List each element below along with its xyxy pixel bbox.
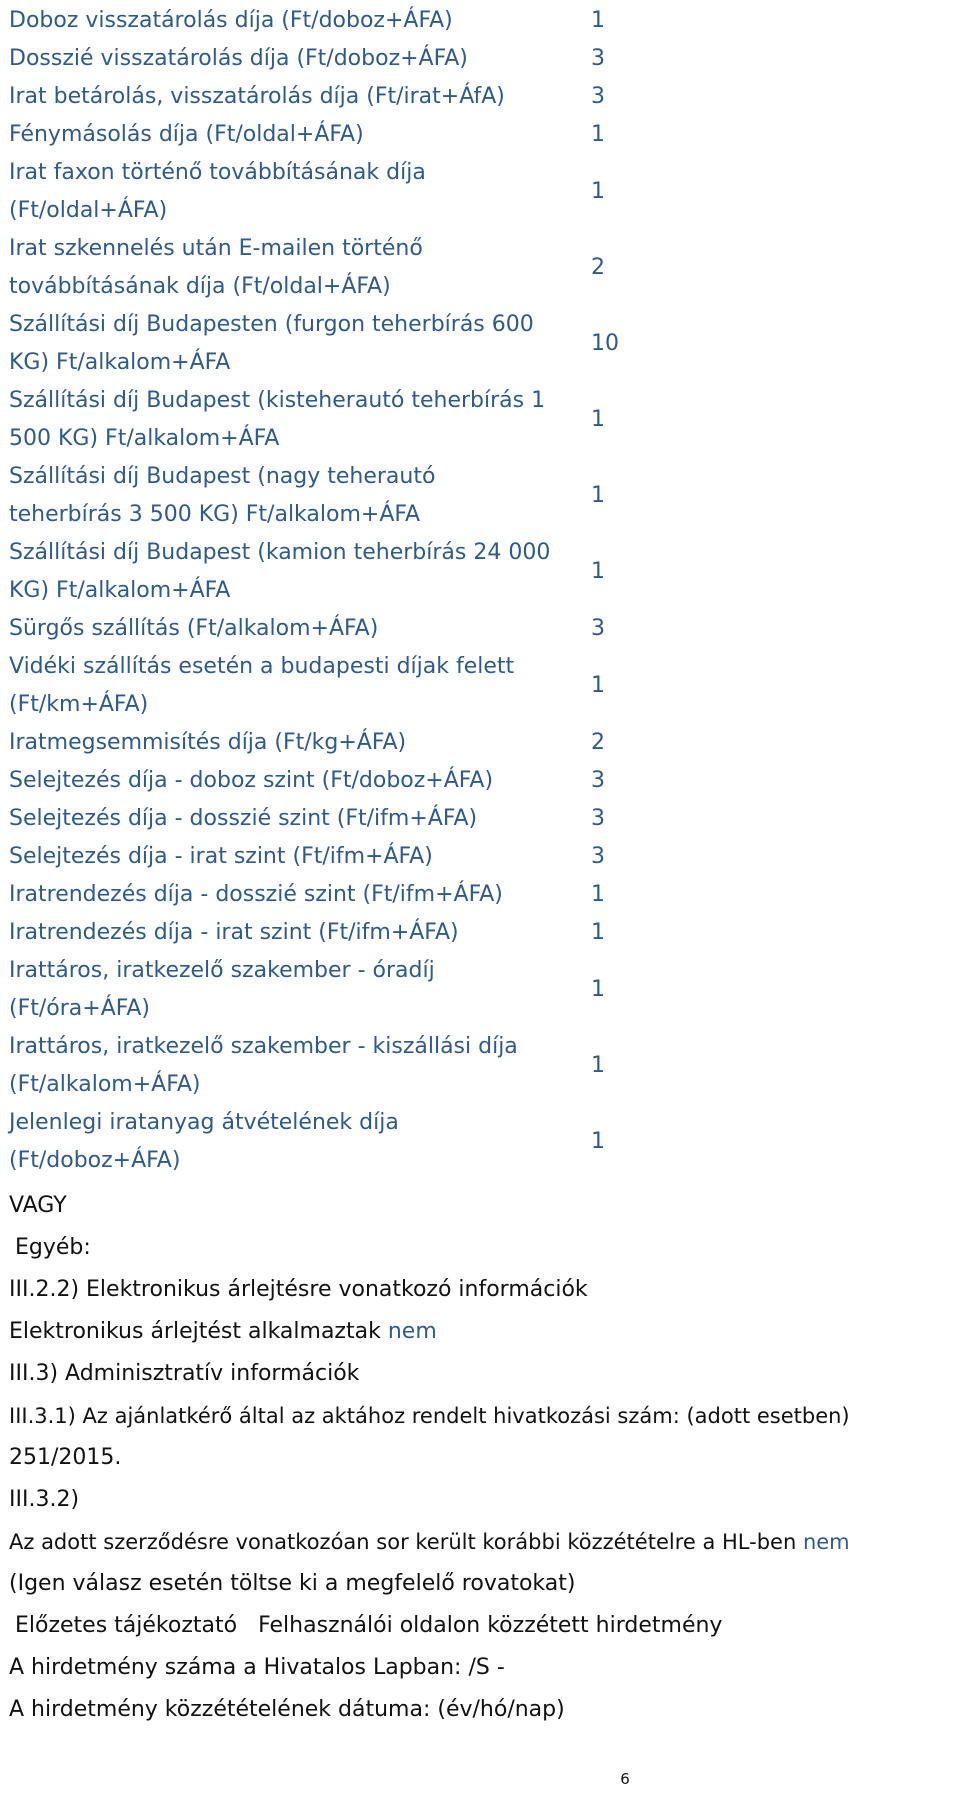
row-value: 1	[591, 882, 605, 907]
table-row	[9, 2, 629, 40]
table-row	[9, 40, 629, 78]
table-row	[9, 154, 629, 230]
row-label	[9, 230, 591, 306]
row-label	[9, 1028, 591, 1104]
admin-heading: III.3) Adminisztratív információk	[9, 1361, 360, 1386]
row-label	[9, 306, 591, 382]
row-label: Iratrendezés díja - dosszié szint (Ft/ifm+ÁFA)	[9, 882, 503, 907]
prior-publication-options: Előzetes tájékoztató Felhasználói oldalon közzétett hirdetmény	[15, 1613, 723, 1638]
price-table	[9, 2, 629, 1180]
table-row	[9, 952, 629, 1028]
row-label: Selejtezés díja - doboz szint (Ft/doboz+ÁFA)	[9, 768, 494, 793]
row-label-line: (Ft/alkalom+ÁFA)	[9, 1072, 201, 1097]
row-value: 1	[591, 8, 605, 33]
section-332-heading: III.3.2)	[9, 1487, 80, 1512]
row-label: Doboz visszatárolás díja (Ft/doboz+ÁFA)	[9, 8, 453, 33]
table-row	[9, 838, 629, 876]
row-label-line: 500 KG) Ft/alkalom+ÁFA	[9, 426, 280, 451]
row-label-line: Irattáros, iratkezelő szakember - óradíj	[9, 958, 435, 983]
row-value: 1	[591, 407, 605, 432]
row-label-line: Szállítási díj Budapest (nagy teherautó	[9, 464, 436, 489]
row-label-line: KG) Ft/alkalom+ÁFA	[9, 578, 231, 603]
prior-publication-line	[9, 1521, 959, 1563]
e-auction-line	[9, 1311, 959, 1353]
table-row	[9, 230, 629, 306]
notice-number: A hirdetmény száma a Hivatalos Lapban: /S -	[9, 1655, 505, 1680]
row-label-line: Szállítási díj Budapesten (furgon teherbírás 600	[9, 312, 534, 337]
row-label-line: teherbírás 3 500 KG) Ft/alkalom+ÁFA	[9, 502, 421, 527]
section-info	[9, 1185, 959, 1731]
row-label-line: KG) Ft/alkalom+ÁFA	[9, 350, 231, 375]
table-row	[9, 648, 629, 724]
row-label-line: Irattáros, iratkezelő szakember - kiszállási díja	[9, 1034, 518, 1059]
row-label	[9, 154, 591, 230]
row-label-line: Irat faxon történő továbbításának díja	[9, 160, 426, 185]
e-auction-value: nem	[387, 1319, 437, 1344]
row-value: 3	[591, 616, 605, 641]
row-label	[9, 382, 591, 458]
e-auction-heading: III.2.2) Elektronikus árlejtésre vonatkozó információk	[9, 1277, 588, 1302]
row-value: 2	[591, 255, 605, 280]
table-row	[9, 876, 629, 914]
table-row	[9, 1028, 629, 1104]
row-label: Selejtezés díja - irat szint (Ft/ifm+ÁFA)	[9, 844, 433, 869]
table-row	[9, 458, 629, 534]
table-row	[9, 78, 629, 116]
row-label: Selejtezés díja - dosszié szint (Ft/ifm+ÁFA)	[9, 806, 478, 831]
row-label-line: Szállítási díj Budapest (kamion teherbírás 24 000	[9, 540, 551, 565]
row-label	[9, 648, 591, 724]
row-value: 1	[591, 920, 605, 945]
row-value: 3	[591, 84, 605, 109]
row-label	[9, 534, 591, 610]
row-value: 3	[591, 46, 605, 71]
row-label	[9, 1104, 591, 1180]
row-label: Sürgős szállítás (Ft/alkalom+ÁFA)	[9, 616, 379, 641]
table-row	[9, 306, 629, 382]
table-row	[9, 724, 629, 762]
row-value: 1	[591, 977, 605, 1002]
row-value: 3	[591, 806, 605, 831]
row-value: 1	[591, 122, 605, 147]
notice-date: A hirdetmény közzétételének dátuma: (év/hó/nap)	[9, 1697, 565, 1722]
row-label	[9, 458, 591, 534]
table-row	[9, 534, 629, 610]
row-label-line: (Ft/doboz+ÁFA)	[9, 1148, 181, 1173]
row-value: 1	[591, 483, 605, 508]
row-value: 3	[591, 768, 605, 793]
table-row	[9, 800, 629, 838]
row-label-line: (Ft/óra+ÁFA)	[9, 996, 151, 1021]
row-label-line: Jelenlegi iratanyag átvételének díja	[9, 1110, 399, 1135]
table-row	[9, 914, 629, 952]
row-label	[9, 952, 591, 1028]
row-value: 1	[591, 179, 605, 204]
row-value: 2	[591, 730, 605, 755]
prior-publication-note: (Igen válasz esetén töltse ki a megfelelő rovatokat)	[9, 1571, 576, 1596]
row-value: 3	[591, 844, 605, 869]
row-label-line: Irat szkennelés után E-mailen történő	[9, 236, 423, 261]
row-value: 10	[591, 331, 619, 356]
page-number: 6	[620, 1770, 630, 1788]
table-row	[9, 610, 629, 648]
row-label: Iratrendezés díja - irat szint (Ft/ifm+ÁFA)	[9, 920, 459, 945]
reference-heading: III.3.1) Az ajánlatkérő által az aktához rendelt hivatkozási szám: (adott esetben)	[9, 1404, 850, 1428]
row-value: 1	[591, 1129, 605, 1154]
e-auction-text: Elektronikus árlejtést alkalmaztak	[9, 1319, 381, 1344]
row-label: Irat betárolás, visszatárolás díja (Ft/irat+ÁfA)	[9, 84, 505, 109]
row-label-line: továbbításának díja (Ft/oldal+ÁFA)	[9, 274, 391, 299]
table-row	[9, 1104, 629, 1180]
vagy-label: VAGY	[9, 1193, 67, 1218]
prior-publication-value: nem	[802, 1530, 850, 1554]
prior-publication-text: Az adott szerződésre vonatkozóan sor került korábbi közzétételre a HL-ben	[9, 1530, 797, 1554]
table-row	[9, 382, 629, 458]
row-value: 1	[591, 673, 605, 698]
row-label-line: (Ft/km+ÁFA)	[9, 692, 149, 717]
row-label-line: Vidéki szállítás esetén a budapesti díjak felett	[9, 654, 515, 679]
table-row	[9, 116, 629, 154]
row-value: 1	[591, 1053, 605, 1078]
table-row	[9, 762, 629, 800]
reference-value: 251/2015.	[9, 1445, 122, 1470]
row-label-line: Szállítási díj Budapest (kisteherautó teherbírás 1	[9, 388, 546, 413]
row-label: Fénymásolás díja (Ft/oldal+ÁFA)	[9, 122, 364, 147]
row-label: Iratmegsemmisítés díja (Ft/kg+ÁFA)	[9, 730, 407, 755]
egyeb-label: Egyéb:	[15, 1235, 91, 1260]
row-value: 1	[591, 559, 605, 584]
row-label: Dosszié visszatárolás díja (Ft/doboz+ÁFA)	[9, 46, 468, 71]
row-label-line: (Ft/oldal+ÁFA)	[9, 198, 168, 223]
